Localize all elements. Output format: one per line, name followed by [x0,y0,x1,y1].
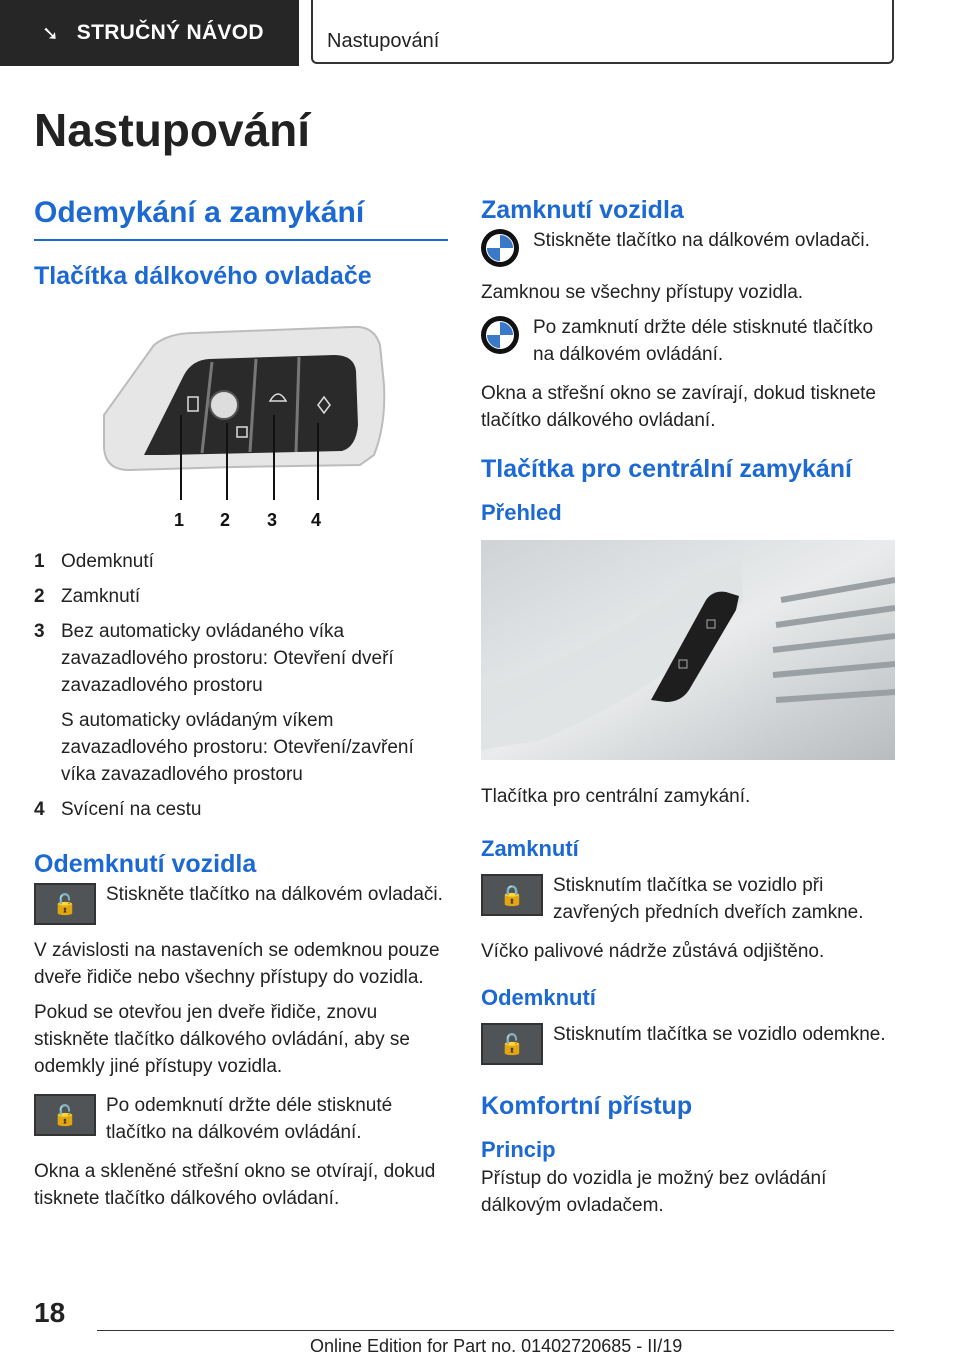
bmw-key-button-icon [481,229,519,267]
callout-3: 3 [267,510,278,530]
callout-1: 1 [174,510,185,530]
heading-lock: Zamknutí [481,836,579,861]
unlock-button-icon: 🔓 [34,883,96,925]
arrow-icon: ➘ [42,22,59,45]
legend-item: 2 Zamknutí [34,586,141,607]
footer-divider [97,1330,894,1331]
legend-item: 1 Odemknutí [34,551,154,572]
central-locking-photo [481,540,895,760]
heading-unlock: Odemknutí [481,985,596,1010]
chapter-label: Nastupování [327,30,440,52]
heading-comfort-access: Komfortní přístup [481,1092,693,1120]
section-tab-label: STRUČNÝ NÁVOD [76,21,264,44]
photo-caption: Tlačítka pro centrální zamykání. [481,786,751,807]
bmw-key-button-icon [481,316,519,354]
heading-lock-unlock: Odemykání a zamykání [34,193,448,241]
lock-button-icon: 🔒 [481,874,543,916]
right-column: Zamknutí vozidla Stiskněte tlačítko na dálkovém ovladači. Zamknou se všechny přístupy vozidla. Po zamknutí držte déle stisknuté tlačítko na dálkovém ovládání. Okna a střešní okno se zavírají, dokud tisknete tlačítko dálkového ovládaní. Tlačítka pro centrální zamykání Přehled Tlačítka pro centrální zamykání. Zamknutí 🔒 Stisknutím tlačítka se vozidlo při zavřených předních dveřích zamkne. Víčko palivové nádrže zůstává odjištěno. Odemknutí 🔓 Stisknutím tlačítka se vozidlo odemkne. Komfortní přístup Princip Přístup do vozidla je možný bez ovládání dálkovým ovladačem. [481,193,895,1219]
heading-principle: Princip [481,1137,556,1162]
left-column: Odemykání a zamykání Tlačítka dálkového ovladače 1 2 3 4 1 Odemknutí 2 Zamknutí 3 Bez automaticky ovládaného víka zavazadlového prostoru: Otevření dveří zavazadlového prostoru S automaticky ovládaným víkem zavazadlového prostoru: Otevření/zavření víka zavazadlového prostoru 4 Svícení na cestu Odemknutí vozidla 🔓 Stiskněte tlačítko na dálkovém ovladači. V závislosti na nastaveních se odemknou pouze dveře řidiče nebo všechny přístupy do vozidla. Pokud se otevřou jen dveře řidiče, znovu stiskněte tlačítko dálkového ovládání, aby se odemkly jiné přístupy vozidla. 🔓 Po odemknutí držte déle stisknuté tlačítko na dálkovém ovládání. Okna a skleněné střešní okno se otvírají, dokud tisknete tlačítko dálkového ovládaní. [34,193,448,1212]
heading-remote-buttons: Tlačítka dálkového ovladače [34,262,372,290]
callout-4: 4 [311,510,322,530]
unlock-button-icon: 🔓 [481,1023,543,1065]
section-tab[interactable] [0,0,299,66]
chapter-header [311,0,894,64]
legend-item: 4 Svícení na cestu [34,799,202,820]
heading-overview: Přehled [481,500,562,525]
legend-item: 3 Bez automaticky ovládaného víka zavazadlového prostoru: Otevření dveří zavazadlového prostoru S automaticky ovládaným víkem zavazadlového prostoru: Otevření/zavření víka zavazadlového prostoru [34,621,414,785]
unlock-button-icon: 🔓 [34,1094,96,1136]
edition-info: Online Edition for Part no. 01402720685 - II/19 [310,1336,683,1356]
key-fob-illustration [34,305,448,535]
callout-2: 2 [220,510,231,530]
heading-lock-vehicle: Zamknutí vozidla [481,196,684,224]
heading-central-locking: Tlačítka pro centrální zamykání [481,455,852,483]
heading-unlock-vehicle: Odemknutí vozidla [34,850,257,878]
page-number: 18 [34,1297,66,1328]
page-title: Nastupování [34,104,311,156]
